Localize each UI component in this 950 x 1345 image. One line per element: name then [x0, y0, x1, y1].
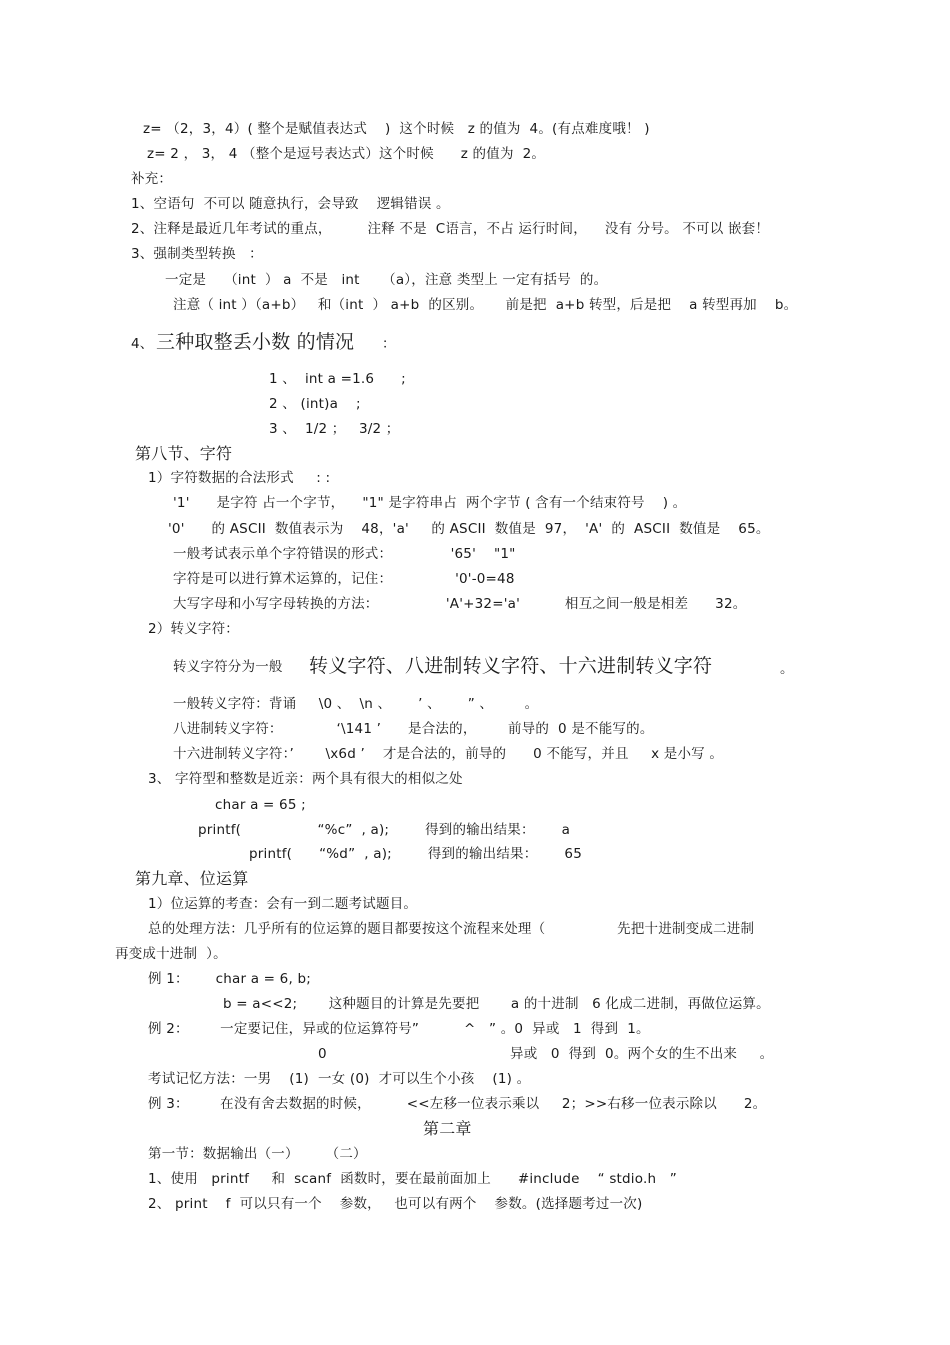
- text-line: 转义字符分为一般: [173, 659, 283, 675]
- code-line: printf( “%d” , a); 得到的输出结果： 65: [249, 846, 582, 862]
- text-line: 2 、 (int)a ;: [269, 396, 361, 412]
- text-line: '1' 是字符 占一个字节， "1" 是字符串占 两个字节 ( 含有一个结束符号 ) 。: [173, 495, 687, 511]
- section-heading: 三种取整丢小数 的情况: [156, 331, 355, 353]
- code-line: printf( “%c” , a); 得到的输出结果： a: [198, 822, 571, 838]
- text-line: '0' 的 ASCII 数值表示为 48，'a' 的 ASCII 数值是 97， 'A' 的 ASCII 数值是 65。: [168, 521, 770, 537]
- text-line: 补充：: [131, 171, 173, 187]
- text-line: 异或 0 得到 0。两个女的生不出来 。: [510, 1046, 774, 1062]
- text-line: 2、注释是最近几年考试的重点， 注释 不是 C语言，不占 运行时间， 没有 分号。 不可以 嵌套！: [131, 221, 770, 237]
- text-line: 八进制转义字符： ‘\141 ’ 是合法的， 前导的 0 是不能写的。: [173, 721, 654, 737]
- section-heading: 第八节、字符: [135, 444, 233, 463]
- text-line: 3、 字符型和整数是近亲：两个具有很大的相似之处: [148, 771, 463, 787]
- text-line: z= 2 ， 3， 4 （整个是逗号表达式）这个时候 z 的值为 2。: [147, 146, 546, 162]
- text-line: 十六进制转义字符：’ \x6d ’ 才是合法的，前导的 0 不能写，并且 x 是小写 。: [173, 746, 724, 762]
- code-line: char a = 65 ;: [215, 797, 306, 813]
- section-heading: 第九章、位运算: [135, 869, 249, 888]
- text-line: 字符是可以进行算术运算的，记住： '0'-0=48: [173, 571, 515, 587]
- text-line: 4、: [131, 336, 154, 352]
- text-line: 注意（ int ）（a+b） 和（int ） a+b 的区别。 前是把 a+b 转型，后是把 a 转型再加 b。: [173, 297, 798, 313]
- text-line: 1、空语句 不可以 随意执行，会导致 逻辑错误 。: [131, 196, 450, 212]
- text-line: 1）字符数据的合法形式 : :: [148, 470, 331, 486]
- chapter-heading: 第二章: [423, 1119, 472, 1138]
- text-line: 大写字母和小写字母转换的方法： 'A'+32='a' 相互之间一般是相差 32。: [173, 596, 747, 612]
- text-line: 例 3： 在没有舍去数据的时候， <<左移一位表示乘以 2；>>右移一位表示除以 2。: [148, 1096, 767, 1112]
- text-line: 总的处理方法：几乎所有的位运算的题目都要按这个流程来处理（ 先把十进制变成二进制: [148, 921, 755, 937]
- text-line: 一般考试表示单个字符错误的形式： '65' "1": [173, 546, 516, 562]
- text-line: 一定是 （int ） a 不是 int （a），注意 类型上 一定有括号 的。: [165, 272, 608, 288]
- text-line: 2）转义字符：: [148, 621, 239, 637]
- text-line: 考试记忆方法：一男 (1) 一女 (0) 才可以生个小孩 (1) 。: [148, 1071, 531, 1087]
- text-line: 第一节：数据输出（一） （二）: [148, 1146, 367, 1162]
- text-line: 。: [780, 661, 794, 677]
- text-line: 2、 print f 可以只有一个 参数， 也可以有两个 参数。(选择题考过一次): [148, 1196, 643, 1212]
- text-line: 0: [318, 1046, 327, 1062]
- text-line: 3 、 1/2 ； 3/2 ；: [269, 421, 400, 437]
- text-line: b = a<<2; 这种题目的计算是先要把 a 的十进制 6 化成二进制，再做位运算。: [223, 996, 770, 1012]
- text-line: 3、强制类型转换 ：: [131, 246, 263, 262]
- text-line: 1）位运算的考查：会有一到二题考试题目。: [148, 896, 418, 912]
- text-line: 再变成十进制 ）。: [115, 946, 227, 962]
- text-line: z= （2，3，4）( 整个是赋值表达式 ) 这个时候 z 的值为 4。(有点难度哦！ ): [143, 121, 650, 137]
- text-line: ：: [382, 336, 396, 352]
- text-line: 一般转义字符：背诵 \0 、 \n 、 ’ 、 ” 、 。: [173, 696, 539, 712]
- text-line: 例 1： char a = 6, b;: [148, 971, 311, 987]
- emphasis-text: 转义字符、八进制转义字符、十六进制转义字符: [309, 655, 713, 677]
- text-line: 1、使用 printf 和 scanf 函数时，要在最前面加上 #include “ stdio.h ”: [148, 1171, 677, 1187]
- text-line: 例 2： 一定要记住，异或的位运算符号” ^ ” 。0 异或 1 得到 1。: [148, 1021, 650, 1037]
- text-line: 1 、 int a =1.6 ;: [269, 371, 406, 387]
